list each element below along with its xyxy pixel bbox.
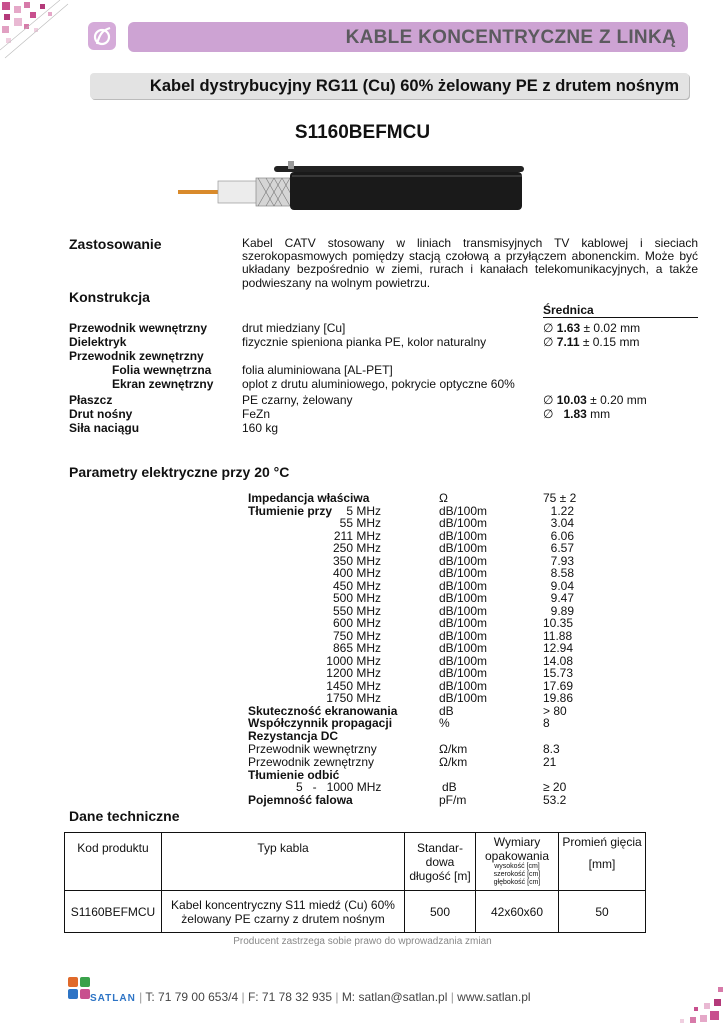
param-label: Impedancja właściwa: [248, 491, 370, 505]
param-label: Tłumienie przy: [248, 503, 333, 518]
attenuation-unit: dB/100m: [439, 653, 488, 668]
tech-table: [64, 832, 646, 933]
construction-value: FeZn: [242, 407, 271, 421]
attenuation-unit: dB/100m: [439, 678, 488, 693]
section-heading-konstrukcja: Konstrukcja: [69, 289, 150, 305]
attenuation-unit: dB/100m: [439, 541, 488, 555]
attenuation-freq: 5 MHz: [346, 503, 381, 518]
param-value: ≥ 20: [543, 780, 567, 794]
param-unit: Ω/km: [439, 755, 468, 769]
attenuation-unit: dB/100m: [439, 553, 488, 568]
attenuation-freq: 400 MHz: [332, 566, 381, 580]
attenuation-value: 11.88: [543, 628, 573, 643]
param-unit: dB: [439, 703, 454, 718]
attenuation-value: 15.73: [543, 666, 574, 680]
param-label: Przewodnik wewnętrzny: [248, 742, 377, 756]
param-unit: Ω: [439, 491, 448, 505]
construction-value: drut miedziany [Cu]: [242, 321, 346, 335]
construction-diameter: ∅ 1.83 mm: [543, 407, 611, 421]
attenuation-freq: 211 MHz: [333, 528, 381, 543]
param-unit: pF/m: [439, 792, 467, 807]
attenuation-value: 6.06: [550, 528, 574, 543]
section-heading-zastosowanie: Zastosowanie: [69, 236, 162, 252]
attenuation-freq: 600 MHz: [332, 616, 381, 630]
param-unit: %: [439, 716, 450, 730]
diameter-icon: ∅: [543, 407, 554, 421]
footer-brand: SATLAN: [90, 993, 136, 1004]
attenuation-freq: 1750 MHz: [326, 691, 381, 705]
footer-contacts: SATLAN | T: 71 79 00 653/4 | F: 71 78 32 935 | M: satlan@satlan.pl | www.satlan.pl: [90, 990, 531, 1004]
product-code: S1160BEFMCU: [294, 122, 431, 143]
attenuation-unit: dB/100m: [439, 516, 488, 530]
subtitle-bar: [90, 73, 689, 99]
attenuation-freq: 1200 MHz: [326, 666, 381, 680]
construction-diameter: ∅ 10.03 ± 0.20 mm: [543, 393, 647, 407]
attenuation-unit: dB/100m: [439, 603, 488, 618]
param-unit: Ω/km: [439, 742, 468, 756]
attenuation-freq: 55 MHz: [339, 516, 381, 530]
param-value: 21: [543, 755, 557, 769]
param-label: Tłumienie odbić: [248, 767, 340, 782]
th-typ: Typ kabla: [162, 833, 405, 891]
attenuation-value: 9.04: [550, 578, 574, 593]
table-header-row: [65, 833, 646, 891]
diameter-icon: ∅: [543, 321, 554, 335]
attenuation-value: 14.08: [543, 653, 574, 668]
construction-label: Dielektryk: [69, 335, 127, 349]
attenuation-unit: dB/100m: [439, 578, 488, 593]
param-label: 5 - 1000 MHz: [296, 780, 382, 794]
construction-label: Przewodnik zewnętrzny: [69, 349, 204, 363]
param-label: Rezystancja DC: [248, 728, 339, 743]
construction-label: Drut nośny: [69, 407, 133, 421]
th-wymiary: Wymiary opakowania wysokość [cm] szerokość [cm] głębokość [cm]: [476, 833, 559, 891]
th-kod: Kod produktu: [65, 833, 162, 891]
attenuation-value: 8.58: [550, 566, 574, 580]
param-label: Współczynnik propagacji: [248, 716, 393, 730]
attenuation-unit: dB/100m: [439, 628, 488, 643]
disclaimer-note: Producent zastrzega sobie prawo do wprowadzania zmian: [233, 936, 492, 947]
construction-label: Siła naciągu: [69, 421, 140, 435]
param-value: 75 ± 2: [543, 491, 577, 505]
param-label: Przewodnik zewnętrzny: [248, 755, 375, 769]
attenuation-freq: 500 MHz: [332, 591, 381, 605]
section-heading-electrical: Parametry elektryczne przy 20 °C: [69, 464, 290, 480]
footer-mail-link[interactable]: M: satlan@satlan.pl: [341, 990, 448, 1004]
attenuation-freq: 450 MHz: [332, 578, 381, 593]
diameter-header: Średnica: [543, 303, 698, 318]
td-typ: Kabel koncentryczny S11 miedź (Cu) 60% żelowany PE czarny z drutem nośnym: [162, 891, 405, 933]
attenuation-unit: dB/100m: [439, 641, 488, 655]
construction-value: folia aluminiowana [AL-PET]: [242, 363, 393, 377]
th-promien: Promień gięcia [mm]: [559, 833, 646, 891]
brand-logo-tile: [88, 22, 116, 50]
attenuation-value: 3.04: [550, 516, 574, 530]
param-value: 8.3: [543, 742, 560, 756]
satlan-logo: [68, 977, 92, 1004]
section-heading-tech: Dane techniczne: [69, 808, 180, 824]
param-value: 53.2: [543, 792, 567, 807]
attenuation-freq: 1000 MHz: [326, 653, 381, 668]
construction-label: Płaszcz: [69, 393, 113, 407]
attenuation-value: 9.89: [550, 603, 574, 618]
footer-fax: F: 71 78 32 935: [247, 990, 333, 1004]
footer-web-link[interactable]: www.satlan.pl: [457, 990, 531, 1004]
param-value: 8: [543, 716, 550, 730]
corner-mosaic-top-left: [0, 0, 70, 60]
construction-diameter: ∅ 7.11 ± 0.15 mm: [543, 335, 640, 349]
attenuation-unit: dB/100m: [439, 616, 488, 630]
attenuation-unit: dB/100m: [439, 528, 488, 543]
param-label: Skuteczność ekranowania: [248, 703, 398, 718]
attenuation-value: 19.86: [543, 691, 574, 705]
construction-label: Ekran zewnętrzny: [112, 377, 214, 391]
diameter-icon: ∅: [543, 393, 554, 407]
param-value: > 80: [543, 703, 567, 718]
attenuation-unit: dB/100m: [439, 666, 488, 680]
attenuation-freq: 550 MHz: [332, 603, 381, 618]
subtitle: Kabel dystrybucyjny RG11 (Cu) 60% żelowany PE z drutem nośnym: [149, 77, 679, 95]
attenuation-unit: dB/100m: [439, 691, 488, 705]
td-dlugosc: 500: [405, 891, 476, 933]
attenuation-freq: 750 MHz: [332, 628, 381, 643]
construction-value: fizycznie spieniona pianka PE, kolor naturalny: [242, 335, 487, 349]
attenuation-freq: 865 MHz: [332, 641, 381, 655]
satlan-logo-icon: [68, 977, 92, 999]
table-row: [65, 891, 646, 933]
footer-phone: T: 71 79 00 653/4: [145, 990, 239, 1004]
param-label: Pojemność falowa: [248, 792, 353, 807]
construction-diameter: ∅ 1.63 ± 0.02 mm: [543, 321, 641, 335]
td-wymiary: 42x60x60: [476, 891, 559, 933]
construction-value: oplot z drutu aluminiowego, pokrycie optyczne 60%: [242, 377, 515, 391]
cable-illustration: [178, 158, 528, 216]
attenuation-value: 10.35: [543, 616, 574, 630]
construction-label: Przewodnik wewnętrzny: [69, 321, 208, 335]
attenuation-value: 9.47: [550, 591, 574, 605]
th-dlugosc: Standar-dowa długość [m]: [405, 833, 476, 891]
attenuation-value: 1.22: [550, 503, 574, 518]
param-unit: dB: [442, 780, 457, 794]
attenuation-unit: dB/100m: [439, 503, 488, 518]
header-title: KABLE KONCENTRYCZNE Z LINKĄ: [345, 27, 676, 48]
diameter-icon: ∅: [543, 335, 554, 349]
construction-value: PE czarny, żelowany: [242, 393, 353, 407]
attenuation-freq: 250 MHz: [332, 541, 381, 555]
attenuation-freq: 1450 MHz: [326, 678, 381, 693]
td-kod: S1160BEFMCU: [65, 891, 162, 933]
attenuation-value: 17.69: [543, 678, 574, 693]
construction-value: 160 kg: [242, 421, 279, 435]
attenuation-freq: 350 MHz: [332, 553, 381, 568]
attenuation-value: 6.57: [550, 541, 574, 555]
construction-label: Folia wewnętrzna: [112, 363, 212, 377]
attenuation-value: 12.94: [543, 641, 574, 655]
zastosowanie-text: Kabel CATV stosowany w liniach transmisyjnych TV kablowej i sieciach szerokopasmowych pomiędzy stacją czołową a przyłączem abonenckim. Może być układany bezpośrednio w ziemi, rurach i kanałach telekomunikacyjnych, a także podwieszany na wolnym powietrzu.: [242, 236, 698, 290]
attenuation-unit: dB/100m: [439, 591, 488, 605]
corner-mosaic-bottom-right: [660, 975, 725, 1024]
attenuation-value: 7.93: [550, 553, 574, 568]
header-bar: [128, 22, 688, 52]
cable-logo-icon: [88, 22, 116, 50]
td-promien: 50: [559, 891, 646, 933]
attenuation-unit: dB/100m: [439, 566, 488, 580]
